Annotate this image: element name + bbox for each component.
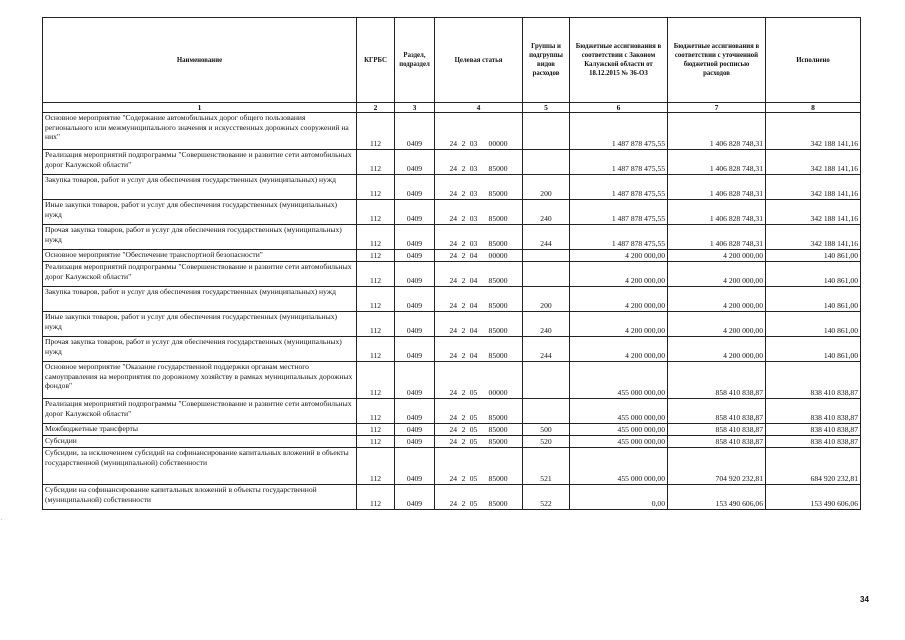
row-assign-roster: 4 200 000,00 — [668, 262, 766, 287]
row-target — [435, 399, 523, 424]
target-part: 03 — [469, 239, 478, 249]
row-section: 0409 — [395, 312, 435, 337]
row-name: Субсидии, за исключением субсидий на софинансирование капитальных вложений в объекты государственной (муниципальной) собственности — [43, 448, 357, 485]
row-assign-roster: 4 200 000,00 — [668, 337, 766, 362]
row-kgrbs: 112 — [357, 250, 395, 262]
row-group: 240 — [523, 312, 570, 337]
row-target — [435, 312, 523, 337]
row-kgrbs: 112 — [357, 175, 395, 200]
row-assign-roster: 1 406 828 748,31 — [668, 200, 766, 225]
row-kgrbs: 112 — [357, 424, 395, 436]
table-row — [43, 175, 861, 200]
row-target — [435, 485, 523, 510]
row-target — [435, 262, 523, 287]
target-part: 04 — [469, 326, 478, 336]
header-target: Целевая статья — [435, 18, 523, 103]
row-kgrbs: 112 — [357, 287, 395, 312]
target-part: 85000 — [488, 474, 508, 484]
row-section: 0409 — [395, 399, 435, 424]
row-executed: 140 861,00 — [766, 250, 861, 262]
row-section: 0409 — [395, 113, 435, 150]
row-name: Основное мероприятие "Оказание государственной поддержки органам местного самоуправления на мероприятия по дорожному хозяйству в рамках муниципальных дорожных фондов" — [43, 362, 357, 399]
header-section: Раздел, подраздел — [395, 18, 435, 103]
row-executed: 838 410 838,87 — [766, 436, 861, 448]
target-part: 03 — [469, 139, 478, 149]
row-executed: 342 188 141,16 — [766, 200, 861, 225]
row-group: 200 — [523, 175, 570, 200]
row-target — [435, 362, 523, 399]
target-part: 04 — [469, 301, 478, 311]
row-assign-roster: 153 490 606,06 — [668, 485, 766, 510]
table-row — [43, 200, 861, 225]
row-group: 521 — [523, 448, 570, 485]
row-assign-law: 1 487 878 475,55 — [570, 175, 668, 200]
target-part: 00000 — [488, 139, 508, 149]
target-part: 05 — [469, 474, 478, 484]
row-group: 522 — [523, 485, 570, 510]
row-assign-roster: 1 406 828 748,31 — [668, 225, 766, 250]
row-target — [435, 287, 523, 312]
row-kgrbs: 112 — [357, 262, 395, 287]
row-name: Межбюджетные трансферты — [43, 424, 357, 436]
target-part: 24 — [449, 301, 458, 311]
row-kgrbs: 112 — [357, 225, 395, 250]
target-part: 2 — [461, 301, 466, 311]
table-row — [43, 399, 861, 424]
row-assign-law: 455 000 000,00 — [570, 424, 668, 436]
row-target — [435, 225, 523, 250]
row-executed: 342 188 141,16 — [766, 225, 861, 250]
row-target — [435, 424, 523, 436]
target-part: 2 — [461, 214, 466, 224]
col-number: 3 — [395, 103, 435, 113]
row-section: 0409 — [395, 250, 435, 262]
target-part: 24 — [449, 239, 458, 249]
target-part: 2 — [461, 239, 466, 249]
target-part: 24 — [449, 189, 458, 199]
target-part: 85000 — [488, 239, 508, 249]
target-part: 85000 — [488, 326, 508, 336]
target-part: 85000 — [488, 164, 508, 174]
target-part: 03 — [469, 214, 478, 224]
row-section: 0409 — [395, 150, 435, 175]
row-target — [435, 250, 523, 262]
target-part: 85000 — [488, 437, 508, 447]
target-part: 24 — [449, 388, 458, 398]
row-group: 240 — [523, 200, 570, 225]
row-assign-law: 4 200 000,00 — [570, 250, 668, 262]
row-kgrbs: 112 — [357, 399, 395, 424]
header-kgrbs: КГРБС — [357, 18, 395, 103]
row-executed: 684 920 232,81 — [766, 448, 861, 485]
row-target — [435, 200, 523, 225]
header-assign-roster: Бюджетные ассигнования в соответствии с уточненной бюджетной росписью расходов — [668, 18, 766, 103]
header-groups: Группы и подгруппы видов расходов — [523, 18, 570, 103]
target-part: 2 — [461, 139, 466, 149]
row-group: 500 — [523, 424, 570, 436]
target-part: 85000 — [488, 351, 508, 361]
col-number: 8 — [766, 103, 861, 113]
row-assign-law: 1 487 878 475,55 — [570, 225, 668, 250]
row-assign-law: 455 000 000,00 — [570, 448, 668, 485]
row-executed: 838 410 838,87 — [766, 424, 861, 436]
row-assign-law: 1 487 878 475,55 — [570, 200, 668, 225]
target-part: 2 — [461, 425, 466, 435]
col-number: 2 — [357, 103, 395, 113]
target-part: 00000 — [488, 388, 508, 398]
row-assign-law: 4 200 000,00 — [570, 337, 668, 362]
table-row — [43, 337, 861, 362]
target-part: 05 — [469, 499, 478, 509]
row-section: 0409 — [395, 424, 435, 436]
target-part: 2 — [461, 189, 466, 199]
target-part: 2 — [461, 164, 466, 174]
target-part: 24 — [449, 139, 458, 149]
table-row — [43, 113, 861, 150]
row-assign-law: 455 000 000,00 — [570, 436, 668, 448]
row-group — [523, 362, 570, 399]
row-section: 0409 — [395, 362, 435, 399]
row-name: Основное мероприятие "Содержание автомобильных дорог общего пользования регионального или межмуниципального значения и искусственных дорожных сооружений на них" — [43, 113, 357, 150]
row-target — [435, 175, 523, 200]
row-kgrbs: 112 — [357, 150, 395, 175]
target-part: 24 — [449, 437, 458, 447]
row-group — [523, 250, 570, 262]
row-assign-law: 4 200 000,00 — [570, 312, 668, 337]
row-name: Прочая закупка товаров, работ и услуг для обеспечения государственных (муниципальных) нужд — [43, 225, 357, 250]
table-row — [43, 312, 861, 337]
target-part: 05 — [469, 437, 478, 447]
target-part: 05 — [469, 388, 478, 398]
row-kgrbs: 112 — [357, 485, 395, 510]
row-assign-roster: 1 406 828 748,31 — [668, 175, 766, 200]
table-header-row — [43, 18, 861, 103]
row-executed: 342 188 141,16 — [766, 150, 861, 175]
target-part: 2 — [461, 437, 466, 447]
row-assign-law: 4 200 000,00 — [570, 287, 668, 312]
row-name: Основное мероприятие "Обеспечение транспортной безопасности" — [43, 250, 357, 262]
row-section: 0409 — [395, 225, 435, 250]
row-name: Прочая закупка товаров, работ и услуг для обеспечения государственных (муниципальных) нужд — [43, 337, 357, 362]
row-section: 0409 — [395, 200, 435, 225]
row-name: Закупка товаров, работ и услуг для обеспечения государственных (муниципальных) нужд — [43, 287, 357, 312]
budget-table — [42, 17, 861, 510]
col-number: 7 — [668, 103, 766, 113]
target-part: 05 — [469, 413, 478, 423]
row-name: Иные закупки товаров, работ и услуг для обеспечения государственных (муниципальных) нужд — [43, 200, 357, 225]
row-section: 0409 — [395, 262, 435, 287]
row-group — [523, 399, 570, 424]
row-target — [435, 113, 523, 150]
header-executed: Исполнено — [766, 18, 861, 103]
row-name: Закупка товаров, работ и услуг для обеспечения государственных (муниципальных) нужд — [43, 175, 357, 200]
header-name: Наименование — [43, 18, 357, 103]
row-name: Субсидии на софинансирование капитальных вложений в объекты государственной (муниципальной) собственности — [43, 485, 357, 510]
header-assign-law: Бюджетные ассигнования в соответствии с Законом Калужской области от 18.12.2015 № 36-ОЗ — [570, 18, 668, 103]
row-assign-law: 1 487 878 475,55 — [570, 150, 668, 175]
row-group — [523, 262, 570, 287]
table-row — [43, 485, 861, 510]
row-assign-roster: 858 410 838,87 — [668, 424, 766, 436]
target-part: 2 — [461, 413, 466, 423]
target-part: 85000 — [488, 413, 508, 423]
target-part: 85000 — [488, 276, 508, 286]
row-executed: 838 410 838,87 — [766, 362, 861, 399]
target-part: 04 — [469, 351, 478, 361]
row-section: 0409 — [395, 175, 435, 200]
row-section: 0409 — [395, 287, 435, 312]
row-assign-roster: 858 410 838,87 — [668, 436, 766, 448]
row-kgrbs: 112 — [357, 113, 395, 150]
row-name: Реализация мероприятий подпрограммы "Совершенствование и развитие сети автомобильных дорог Калужской области" — [43, 399, 357, 424]
target-part: 85000 — [488, 425, 508, 435]
row-assign-law: 4 200 000,00 — [570, 262, 668, 287]
row-assign-law: 455 000 000,00 — [570, 399, 668, 424]
table-row — [43, 150, 861, 175]
col-number: 1 — [43, 103, 357, 113]
target-part: 05 — [469, 425, 478, 435]
row-executed: 140 861,00 — [766, 262, 861, 287]
row-assign-roster: 858 410 838,87 — [668, 362, 766, 399]
row-group: 200 — [523, 287, 570, 312]
row-assign-roster: 4 200 000,00 — [668, 250, 766, 262]
target-part: 24 — [449, 164, 458, 174]
target-part: 00000 — [488, 251, 508, 261]
row-kgrbs: 112 — [357, 312, 395, 337]
row-executed: 838 410 838,87 — [766, 399, 861, 424]
row-name: Реализация мероприятий подпрограммы "Совершенствование и развитие сети автомобильных дорог Калужской области" — [43, 150, 357, 175]
row-target — [435, 448, 523, 485]
row-group: 244 — [523, 225, 570, 250]
row-group: 520 — [523, 436, 570, 448]
target-part: 85000 — [488, 189, 508, 199]
row-kgrbs: 112 — [357, 436, 395, 448]
target-part: 85000 — [488, 499, 508, 509]
target-part: 2 — [461, 276, 466, 286]
target-part: 2 — [461, 499, 466, 509]
target-part: 24 — [449, 276, 458, 286]
target-part: 24 — [449, 474, 458, 484]
row-assign-law: 455 000 000,00 — [570, 362, 668, 399]
row-executed: 140 861,00 — [766, 312, 861, 337]
page-number: 34 — [860, 595, 869, 604]
row-assign-roster: 858 410 838,87 — [668, 399, 766, 424]
target-part: 24 — [449, 425, 458, 435]
row-name: Иные закупки товаров, работ и услуг для обеспечения государственных (муниципальных) нужд — [43, 312, 357, 337]
row-group: 244 — [523, 337, 570, 362]
row-group — [523, 150, 570, 175]
target-part: 24 — [449, 413, 458, 423]
table-row — [43, 262, 861, 287]
col-number: 5 — [523, 103, 570, 113]
row-assign-roster: 4 200 000,00 — [668, 312, 766, 337]
row-section: 0409 — [395, 337, 435, 362]
target-part: 24 — [449, 214, 458, 224]
target-part: 24 — [449, 351, 458, 361]
table-row — [43, 362, 861, 399]
row-kgrbs: 112 — [357, 200, 395, 225]
row-assign-roster: 1 406 828 748,31 — [668, 113, 766, 150]
table-row — [43, 287, 861, 312]
target-part: 04 — [469, 276, 478, 286]
target-part: 2 — [461, 326, 466, 336]
row-executed: 342 188 141,16 — [766, 175, 861, 200]
row-executed: 153 490 606,06 — [766, 485, 861, 510]
margin-mark: . — [1, 516, 3, 522]
col-number: 6 — [570, 103, 668, 113]
row-executed: 140 861,00 — [766, 287, 861, 312]
table-row — [43, 225, 861, 250]
row-section: 0409 — [395, 485, 435, 510]
table-row — [43, 424, 861, 436]
column-number-row — [43, 103, 861, 113]
row-assign-law: 1 487 878 475,55 — [570, 113, 668, 150]
row-target — [435, 150, 523, 175]
target-part: 2 — [461, 388, 466, 398]
row-section: 0409 — [395, 436, 435, 448]
target-part: 85000 — [488, 214, 508, 224]
row-assign-law: 0,00 — [570, 485, 668, 510]
target-part: 24 — [449, 251, 458, 261]
target-part: 85000 — [488, 301, 508, 311]
row-kgrbs: 112 — [357, 337, 395, 362]
target-part: 24 — [449, 499, 458, 509]
target-part: 2 — [461, 474, 466, 484]
row-target — [435, 436, 523, 448]
row-name: Реализация мероприятий подпрограммы "Совершенствование и развитие сети автомобильных дорог Калужской области" — [43, 262, 357, 287]
row-target — [435, 337, 523, 362]
target-part: 03 — [469, 189, 478, 199]
target-part: 2 — [461, 251, 466, 261]
row-name: Субсидии — [43, 436, 357, 448]
row-executed: 342 188 141,16 — [766, 113, 861, 150]
row-section: 0409 — [395, 448, 435, 485]
col-number: 4 — [435, 103, 523, 113]
row-assign-roster: 1 406 828 748,31 — [668, 150, 766, 175]
table-row — [43, 448, 861, 485]
row-kgrbs: 112 — [357, 362, 395, 399]
row-group — [523, 113, 570, 150]
target-part: 2 — [461, 351, 466, 361]
row-kgrbs: 112 — [357, 448, 395, 485]
row-assign-roster: 704 920 232,81 — [668, 448, 766, 485]
target-part: 04 — [469, 251, 478, 261]
row-executed: 140 861,00 — [766, 337, 861, 362]
table-body — [43, 113, 861, 510]
row-assign-roster: 4 200 000,00 — [668, 287, 766, 312]
target-part: 03 — [469, 164, 478, 174]
table-row — [43, 250, 861, 262]
target-part: 24 — [449, 326, 458, 336]
table-row — [43, 436, 861, 448]
